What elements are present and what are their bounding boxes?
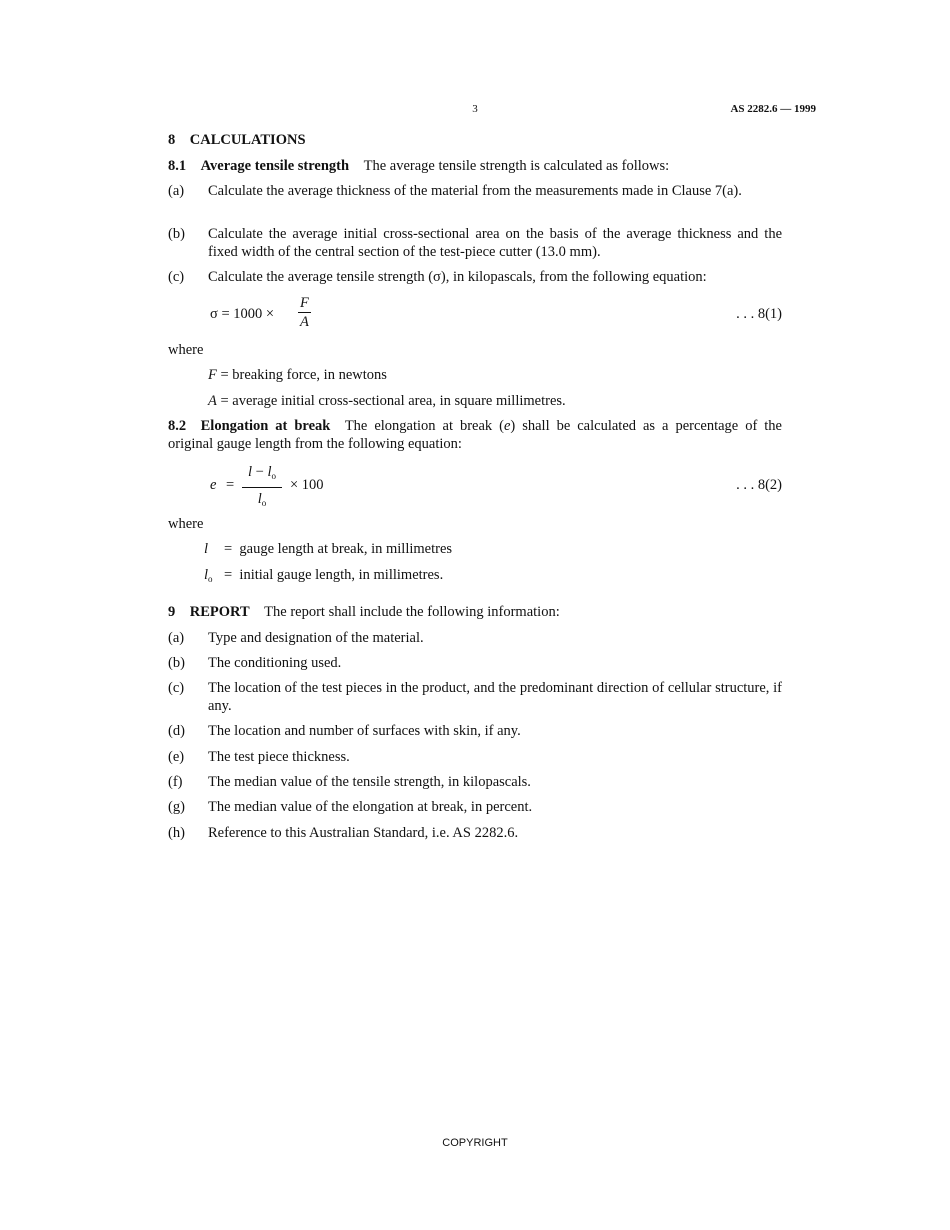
section-9-heading xyxy=(168,603,560,621)
page-number: 3 xyxy=(472,103,478,115)
equation-fraction xyxy=(242,463,282,512)
clause-8-1 xyxy=(168,157,669,175)
list-item: (a) Type and designation of the material. xyxy=(168,630,424,646)
item-label: (b) xyxy=(168,226,185,242)
equation-8-2: e = $\frac{l - l_o}{l_o}$ × 100 . . . 8(2) xyxy=(210,463,782,509)
definition-A: A = average initial cross-sectional area, in square millimetres. xyxy=(208,393,566,409)
list-item: (h) Reference to this Australian Standard, i.e. AS 2282.6. xyxy=(168,825,519,841)
definition-l: l = gauge length at break, in millimetres xyxy=(204,541,453,557)
section-9-title: 9 REPORT xyxy=(168,604,250,620)
equation-8-1 xyxy=(210,294,782,334)
list-item: (f) The median value of the tensile strength, in kilopascals. xyxy=(168,774,531,790)
item-label: (c) xyxy=(168,269,185,285)
list-item: (c) The location of the test pieces in the product, and the predominant direction of cellular structure, if any. xyxy=(168,680,782,714)
clause-8-1-intro: The average tensile strength is calculated as follows: xyxy=(363,158,670,174)
clause-8-1-heading: 8.1 Average tensile strength xyxy=(168,158,350,174)
list-item xyxy=(168,268,782,286)
list-item: (b) The conditioning used. xyxy=(168,655,342,671)
clause-8-2: 8.2 Elongation at break The elongation at break (e) shall be calculated as a percentage of the original gauge length from the following equation: xyxy=(168,418,782,452)
equation-rhs: × 100 xyxy=(290,477,324,493)
item-text: Calculate the average tensile strength (σ), in kilopascals, from the following equation: xyxy=(208,269,707,285)
fraction-numerator: $l - l_o$ xyxy=(242,463,282,488)
list-item xyxy=(168,225,782,261)
where-label: where xyxy=(168,516,204,532)
clause-8-2-heading: 8.2 Elongation at break xyxy=(168,418,331,434)
standard-id: AS 2282.6 — 1999 xyxy=(730,103,816,115)
where-label: where xyxy=(168,342,204,358)
copyright-footer: COPYRIGHT xyxy=(442,1137,508,1149)
fraction-denominator: $l_o$ xyxy=(257,491,267,508)
item-text: Calculate the average thickness of the material from the measurements made in Clause 7(a). xyxy=(208,183,742,199)
equation-number: . . . 8(2) xyxy=(736,477,782,493)
section-9-intro: The report shall include the following information: xyxy=(264,604,560,620)
definition-F: F = breaking force, in newtons xyxy=(208,367,387,383)
list-item xyxy=(168,182,782,200)
equation-lhs: σ = 1000 × xyxy=(210,306,275,322)
section-8-title: 8 CALCULATIONS xyxy=(168,132,306,148)
fraction-denominator: A xyxy=(300,314,309,330)
list-item: (e) The test piece thickness. xyxy=(168,749,350,765)
equation-lhs: e xyxy=(210,477,217,493)
list-item: (g) The median value of the elongation at break, in percent. xyxy=(168,799,533,815)
item-label: (a) xyxy=(168,183,185,199)
definition-lo: $l_o$ = initial gauge length, in millimetres. xyxy=(204,567,444,584)
list-item: (d) The location and number of surfaces with skin, if any. xyxy=(168,723,521,739)
equation-number: . . . 8(1) xyxy=(736,306,782,322)
fraction-numerator: F xyxy=(300,295,309,311)
equation-fraction xyxy=(298,294,311,331)
item-text: Calculate the average initial cross-sectional area on the basis of the average thickness and the fixed width of the central section of the test-piece cutter (13.0 mm). xyxy=(208,226,782,260)
